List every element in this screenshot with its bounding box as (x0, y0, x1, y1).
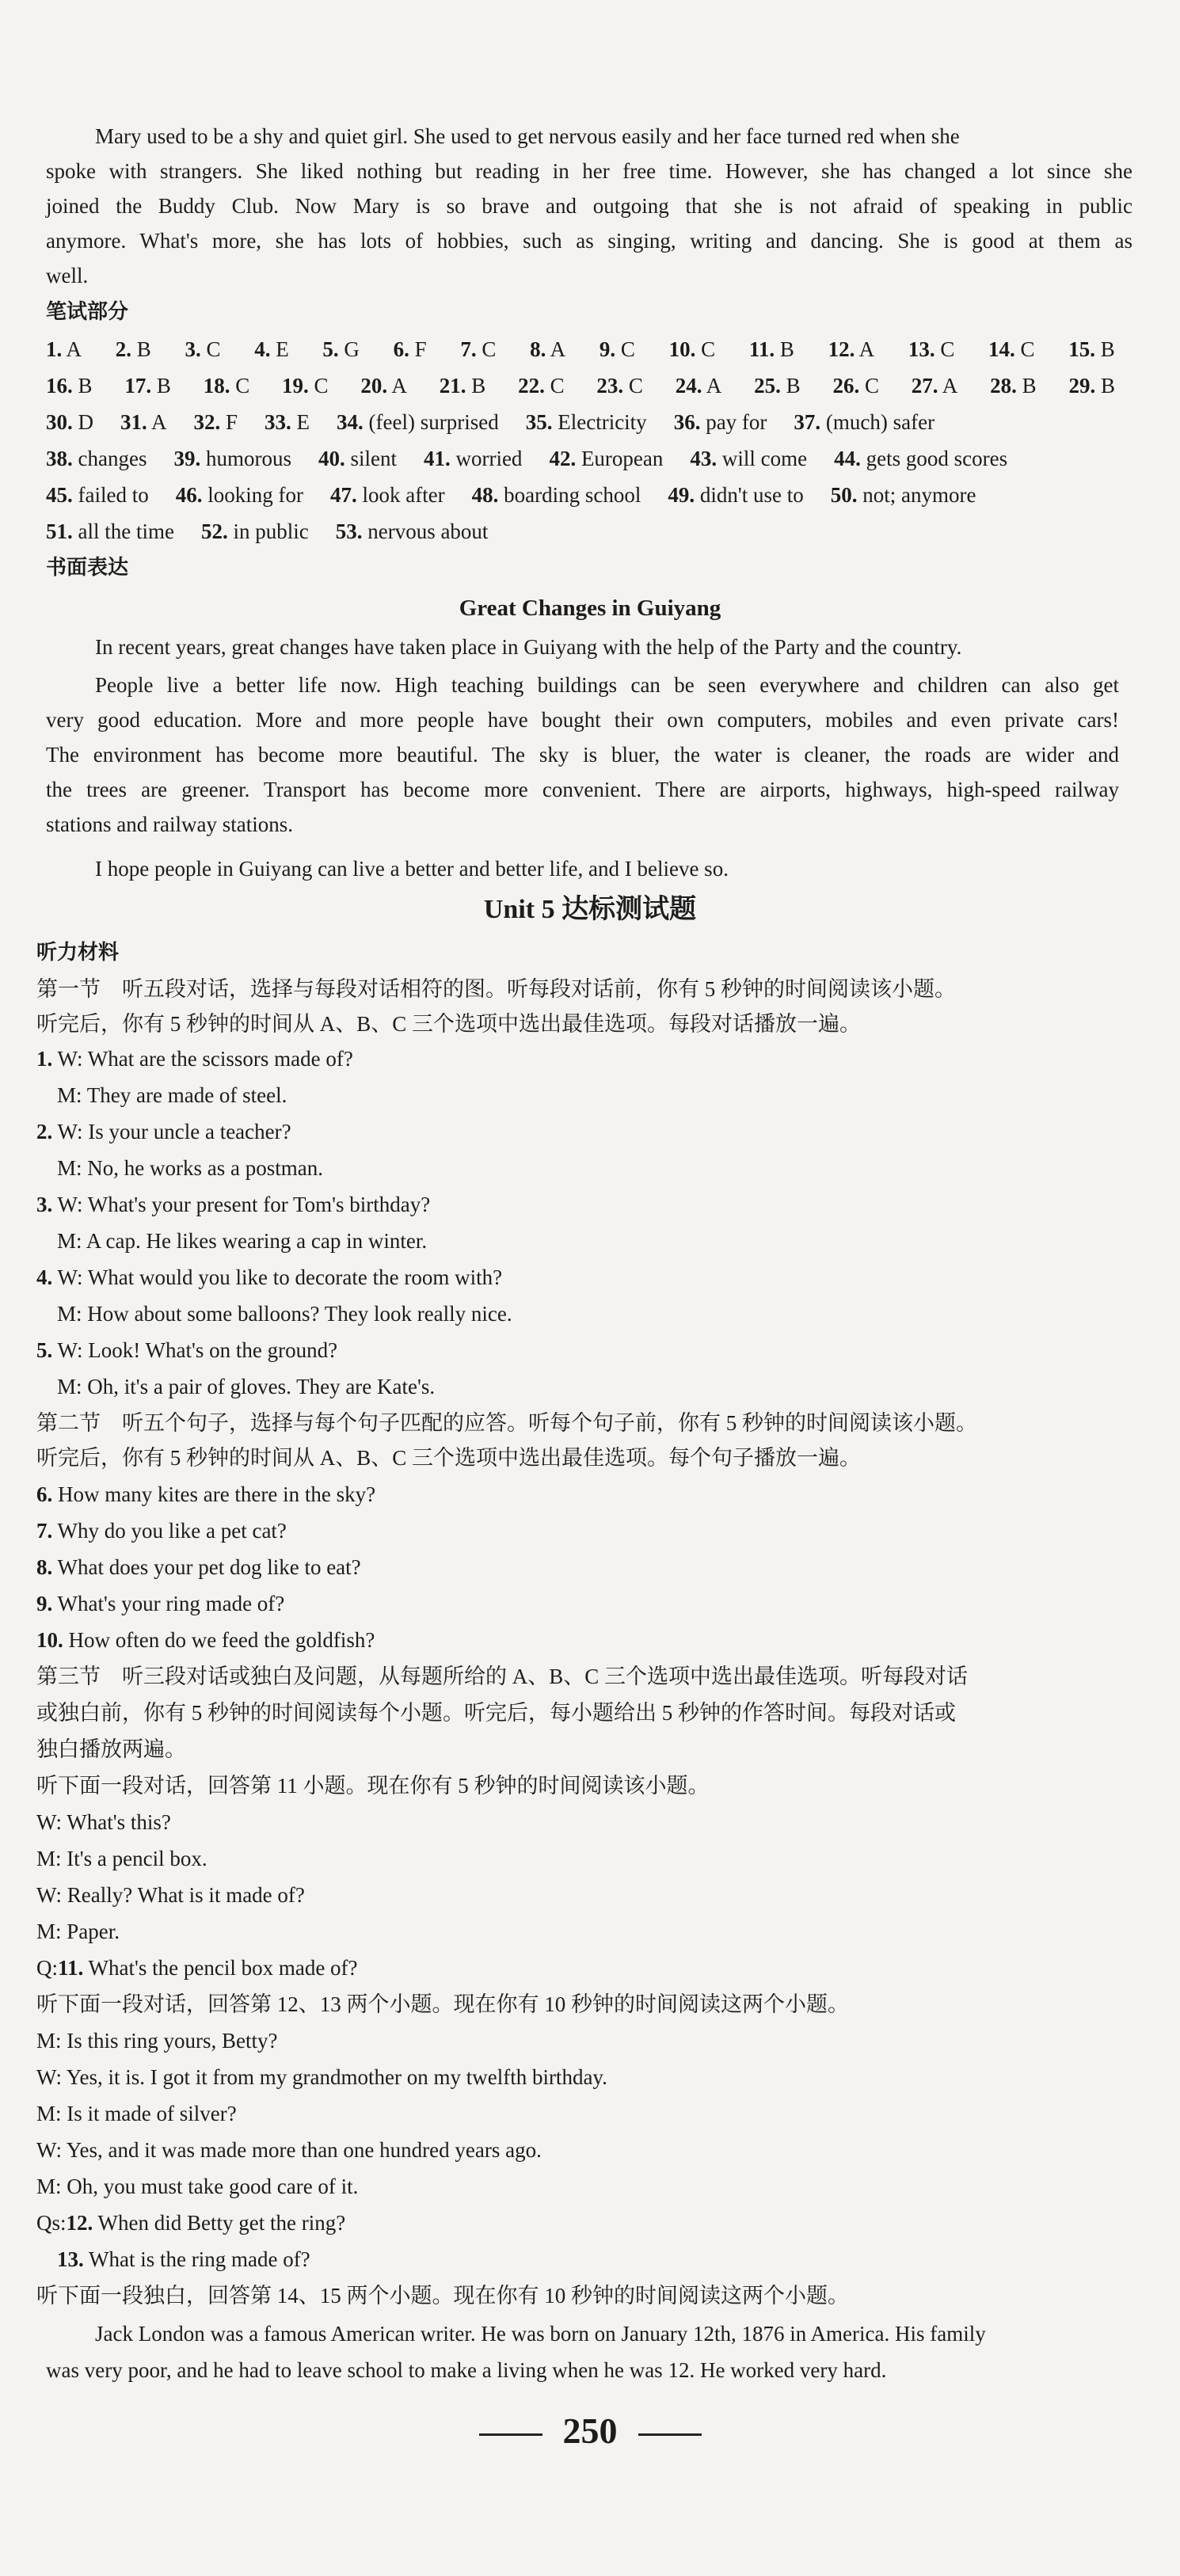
question-number: 8. (36, 1555, 53, 1579)
question-text: When did Betty get the ring? (97, 2211, 346, 2235)
answer-value: European (580, 447, 664, 470)
essay-line: People live a better life now. High teaching buildings can be seen everywhere and children can also get (95, 673, 1119, 697)
instruction-line: 第二节 听五个句子，选择与每个句子匹配的应答。听每个句子前，你有 5 秒钟的时间阅读该小题。 (36, 1411, 977, 1435)
question-number: 10. (36, 1628, 63, 1652)
answer-item (173, 445, 291, 472)
sentence-line (36, 1590, 284, 1617)
answer-value: F (414, 337, 427, 361)
question-number: 13. (57, 2247, 84, 2271)
dialogue-line: M: No, he works as a postman. (57, 1156, 323, 1180)
answer-value: C (701, 337, 716, 361)
answer-item (834, 445, 1007, 472)
answer-number: 37. (794, 410, 821, 434)
answer-value: A (66, 337, 82, 361)
answer-value: C (620, 337, 635, 361)
answer-item (185, 336, 220, 363)
answer-row (46, 445, 1115, 472)
dialogue-line: M: Paper. (36, 1920, 120, 1943)
dialogue-line: M: Is it made of silver? (36, 2102, 237, 2125)
answer-value: A (151, 410, 167, 434)
question-prefix: Q: (36, 1956, 58, 1980)
dialogue-line (36, 1337, 337, 1364)
question-line (36, 2209, 345, 2236)
answer-item (440, 372, 486, 399)
answer-number: 27. (911, 374, 938, 398)
answer-item (46, 518, 174, 545)
dialogue-line: W: What's this? (36, 1810, 171, 1834)
answer-item (990, 372, 1037, 399)
answer-value: A (858, 337, 875, 361)
passage-line: Mary used to be a shy and quiet girl. She used to get nervous easily and her face turned red when she (95, 124, 960, 148)
answer-item (530, 336, 565, 363)
answer-value: look after (362, 483, 445, 507)
sentence-line (36, 1627, 375, 1653)
answer-number: 52. (200, 519, 228, 543)
instruction-line: 听下面一段对话，回答第 12、13 两个小题。现在你有 10 秒钟的时间阅读这两个小题。 (36, 1992, 849, 2016)
answer-item (194, 409, 238, 436)
answer-value: B (78, 374, 93, 398)
answer-item (596, 372, 643, 399)
answer-item (676, 372, 722, 399)
dialogue-line (36, 1045, 353, 1072)
answer-value: D (78, 410, 93, 434)
answer-number: 50. (830, 483, 858, 507)
answer-item (749, 336, 794, 363)
dialogue-line: W: Yes, and it was made more than one hundred years ago. (36, 2138, 542, 2162)
dialogue-line: M: They are made of steel. (57, 1083, 287, 1107)
answer-item (46, 445, 147, 472)
answer-row (46, 372, 1115, 399)
answer-number: 53. (335, 519, 363, 543)
answer-number: 20. (360, 374, 388, 398)
answer-value: C (940, 337, 955, 361)
answer-item (46, 336, 82, 363)
sentence-line (36, 1554, 361, 1581)
answer-number: 26. (832, 374, 860, 398)
dialogue-line: M: Oh, it's a pair of gloves. They are Kate's. (57, 1375, 436, 1398)
answer-value: humorous (205, 447, 291, 470)
answer-number: 44. (834, 447, 861, 470)
answer-item (116, 336, 151, 363)
answer-number: 21. (439, 374, 466, 398)
question-line (36, 1954, 358, 1981)
answer-number: 29. (1068, 374, 1096, 398)
answer-number: 11. (748, 337, 775, 361)
dialogue-line: M: Oh, you must take good care of it. (36, 2175, 359, 2198)
answer-value: looking for (207, 483, 303, 507)
answer-value: will come (721, 447, 808, 470)
answer-value: C (628, 374, 643, 398)
sentence-text: How many kites are there in the sky? (58, 1482, 376, 1506)
answer-number: 42. (549, 447, 577, 470)
question-number: 9. (36, 1592, 53, 1615)
sentence-text: Why do you like a pet cat? (57, 1519, 287, 1543)
essay-line: The environment has become more beautiful. The sky is bluer, the water is cleaner, the roads are wider and (46, 743, 1119, 767)
answer-item (549, 445, 663, 472)
instruction-line: 听完后，你有 5 秒钟的时间从 A、B、C 三个选项中选出最佳选项。每段对话播放一遍。 (36, 1012, 862, 1036)
instruction-line: 听下面一段独白，回答第 14、15 两个小题。现在你有 10 秒钟的时间阅读这两个小题。 (36, 2284, 849, 2308)
answer-item (988, 336, 1035, 363)
answer-number: 34. (337, 410, 364, 434)
answer-number: 49. (668, 483, 695, 507)
question-text: What's the pencil box made of? (88, 1956, 358, 1980)
answer-number: 32. (193, 410, 221, 434)
answer-value: A (942, 374, 958, 398)
answer-number: 30. (46, 410, 73, 434)
answer-number: 33. (265, 410, 291, 434)
sentence-line (36, 1481, 375, 1508)
section-heading: 书面表达 (46, 556, 129, 580)
answer-value: C (235, 374, 250, 398)
answer-item (674, 409, 767, 436)
answer-value: B (1100, 337, 1115, 361)
dash-right (638, 2433, 702, 2436)
answer-item (336, 518, 489, 545)
answer-item (668, 481, 803, 508)
answer-item (201, 518, 309, 545)
section-heading: 笔试部分 (46, 300, 129, 324)
answer-item (120, 409, 167, 436)
answer-value: B (1022, 374, 1037, 398)
answer-item (46, 372, 93, 399)
answer-item (600, 336, 635, 363)
answer-item (460, 336, 496, 363)
answer-value: B (786, 374, 801, 398)
answer-number: 28. (990, 374, 1017, 398)
answer-number: 7. (460, 337, 477, 361)
dialogue-text: W: What would you like to decorate the room with? (57, 1265, 503, 1289)
dialogue-line (36, 1191, 430, 1218)
answer-item (337, 409, 499, 436)
dialogue-line: W: Really? What is it made of? (36, 1883, 305, 1907)
answer-number: 1. (46, 337, 63, 361)
question-number: 5. (36, 1338, 53, 1362)
answer-value: (much) safer (825, 410, 935, 434)
passage-line: anymore. What's more, she has lots of hobbies, such as singing, writing and dancing. She is good at them as (46, 229, 1132, 253)
answer-item (912, 372, 958, 399)
instruction-line: 听完后，你有 5 秒钟的时间从 A、B、C 三个选项中选出最佳选项。每个句子播放一遍。 (36, 1446, 862, 1470)
answer-number: 9. (599, 337, 616, 361)
essay-line: In recent years, great changes have taken place in Guiyang with the help of the Party and the country. (95, 635, 962, 659)
question-prefix: Qs: (36, 2211, 67, 2235)
answer-value: A (706, 374, 722, 398)
answer-row (46, 481, 1115, 508)
page-number-text: 250 (562, 2410, 618, 2451)
answer-value: Electricity (558, 410, 647, 434)
answer-item (518, 372, 565, 399)
answer-value: nervous about (367, 519, 489, 543)
answer-number: 18. (203, 374, 230, 398)
monologue-line: was very poor, and he had to leave school to make a living when he was 12. He worked very hard. (46, 2358, 887, 2382)
answer-item (46, 481, 149, 508)
answer-number: 48. (471, 483, 499, 507)
answer-value: B (1100, 374, 1115, 398)
answer-value: worried (455, 447, 523, 470)
answer-item (46, 409, 93, 436)
page-number (0, 2411, 1180, 2451)
answer-item (282, 372, 329, 399)
question-number: 1. (36, 1047, 53, 1071)
instruction-line: 第三节 听三段对话或独白及问题，从每题所给的 A、B、C 三个选项中选出最佳选项。听每段对话 (36, 1665, 969, 1688)
answer-number: 4. (254, 337, 271, 361)
answer-item (908, 336, 955, 363)
dialogue-text: W: What's your present for Tom's birthday? (57, 1193, 431, 1216)
answer-item (318, 445, 397, 472)
answer-number: 10. (668, 337, 696, 361)
answer-number: 8. (530, 337, 546, 361)
answer-number: 2. (115, 337, 131, 361)
dialogue-line: W: Yes, it is. I got it from my grandmother on my twelfth birthday. (36, 2065, 607, 2089)
dialogue-line: M: A cap. He likes wearing a cap in winter. (57, 1229, 428, 1253)
answer-value: all the time (78, 519, 174, 543)
sentence-text: What's your ring made of? (57, 1592, 285, 1615)
answer-value: B (471, 374, 486, 398)
essay-line: I hope people in Guiyang can live a better and better life, and I believe so. (95, 857, 729, 881)
answer-value: C (206, 337, 221, 361)
answer-number: 41. (423, 447, 451, 470)
answer-item (424, 445, 522, 472)
dialogue-text: W: Is your uncle a teacher? (57, 1120, 291, 1143)
question-text: What is the ring made of? (89, 2247, 310, 2271)
dialogue-line: M: Is this ring yours, Betty? (36, 2029, 278, 2053)
answer-number: 3. (185, 337, 201, 361)
passage-line: joined the Buddy Club. Now Mary is so brave and outgoing that she is not afraid of speaking in public (46, 194, 1132, 218)
answer-number: 39. (173, 447, 201, 470)
answer-value: in public (233, 519, 309, 543)
answer-number: 35. (525, 410, 553, 434)
answer-item (394, 336, 427, 363)
answer-item (828, 336, 875, 363)
question-line (57, 2246, 310, 2273)
answer-value: not; anymore (862, 483, 976, 507)
sentence-text: How often do we feed the goldfish? (68, 1628, 375, 1652)
dialogue-text: W: Look! What's on the ground? (57, 1338, 338, 1362)
answer-value: changes (78, 447, 147, 470)
answer-value: G (344, 337, 360, 361)
answer-item (1068, 336, 1115, 363)
answer-value: A (550, 337, 566, 361)
dialogue-line: M: How about some balloons? They look really nice. (57, 1302, 512, 1326)
answer-number: 12. (828, 337, 855, 361)
essay-title: Great Changes in Guiyang (459, 595, 721, 621)
answer-item (322, 336, 360, 363)
unit-title: Unit 5 达标测试题 (483, 895, 697, 924)
passage-line: well. (46, 264, 89, 287)
answer-value: (feel) surprised (368, 410, 499, 434)
answer-item (690, 445, 807, 472)
answer-number: 24. (675, 374, 702, 398)
answer-value: silent (350, 447, 397, 470)
sentence-line (36, 1517, 287, 1544)
dialogue-line (36, 1264, 502, 1291)
answer-item (526, 409, 647, 436)
question-number: 2. (36, 1120, 53, 1143)
answer-number: 13. (908, 337, 935, 361)
answer-number: 51. (46, 519, 73, 543)
answer-number: 43. (690, 447, 718, 470)
answer-item (330, 481, 445, 508)
essay-line: the trees are greener. Transport has become more convenient. There are airports, highways, high-speed railway (46, 778, 1119, 801)
answer-number: 23. (596, 374, 624, 398)
answer-item (1068, 372, 1115, 399)
answer-row (46, 336, 1115, 363)
answer-value: failed to (78, 483, 149, 507)
answer-value: B (156, 374, 171, 398)
answer-item (204, 372, 250, 399)
essay-line: stations and railway stations. (46, 812, 293, 836)
essay-line: very good education. More and more people have bought their own computers, mobiles and even private cars! (46, 708, 1119, 732)
answer-value: E (276, 337, 289, 361)
instruction-line: 第一节 听五段对话，选择与每段对话相符的图。听每段对话前，你有 5 秒钟的时间阅读该小题。 (36, 977, 956, 1001)
answer-number: 36. (673, 410, 701, 434)
question-number: 4. (36, 1265, 53, 1289)
answer-number: 38. (46, 447, 73, 470)
answer-item (176, 481, 303, 508)
answer-item (265, 409, 310, 436)
answer-number: 17. (124, 374, 152, 398)
answer-item (794, 409, 934, 436)
answer-value: C (482, 337, 497, 361)
dash-left (479, 2433, 542, 2436)
question-number: 12. (66, 2211, 93, 2235)
answer-item (360, 372, 407, 399)
answer-value: B (779, 337, 794, 361)
answer-row (46, 409, 1115, 436)
answer-number: 40. (318, 447, 345, 470)
question-number: 11. (58, 1956, 84, 1980)
answer-number: 22. (518, 374, 545, 398)
answer-row (46, 518, 1115, 545)
answer-value: F (226, 410, 238, 434)
answer-item (832, 372, 879, 399)
dialogue-line: M: It's a pencil box. (36, 1847, 207, 1870)
answer-number: 46. (175, 483, 203, 507)
answer-item (831, 481, 976, 508)
monologue-line: Jack London was a famous American writer. He was born on January 12th, 1876 in America. His family (95, 2322, 986, 2346)
answer-value: C (1020, 337, 1035, 361)
sentence-text: What does your pet dog like to eat? (57, 1555, 361, 1579)
answer-number: 25. (754, 374, 781, 398)
answer-value: E (296, 410, 310, 434)
answer-value: boarding school (504, 483, 641, 507)
answer-item (754, 372, 801, 399)
instruction-line: 或独白前，你有 5 秒钟的时间阅读每个小题。听完后，每小题给出 5 秒钟的作答时间。每段对话或 (36, 1701, 956, 1725)
answer-value: gets good scores (866, 447, 1008, 470)
listening-heading: 听力材料 (36, 941, 120, 965)
answer-item (472, 481, 641, 508)
dialogue-line (36, 1118, 291, 1145)
answer-number: 31. (120, 410, 147, 434)
answer-value: A (391, 374, 407, 398)
question-number: 7. (36, 1519, 53, 1543)
answer-value: pay for (706, 410, 767, 434)
instruction-line: 独白播放两遍。 (36, 1737, 186, 1761)
question-number: 6. (36, 1482, 53, 1506)
answer-item (254, 336, 289, 363)
answer-item (669, 336, 716, 363)
answer-value: didn't use to (699, 483, 804, 507)
answer-number: 6. (393, 337, 409, 361)
answer-value: B (136, 337, 151, 361)
answer-number: 16. (46, 374, 73, 398)
dialogue-text: W: What are the scissors made of? (57, 1047, 353, 1071)
answer-number: 15. (1068, 337, 1096, 361)
answer-number: 5. (322, 337, 339, 361)
answer-item (124, 372, 171, 399)
answer-value: C (314, 374, 329, 398)
answer-value: C (550, 374, 565, 398)
question-number: 3. (36, 1193, 53, 1216)
answer-number: 47. (329, 483, 357, 507)
instruction-line: 听下面一段对话，回答第 11 小题。现在你有 5 秒钟的时间阅读该小题。 (36, 1774, 710, 1798)
answer-number: 14. (988, 337, 1015, 361)
answer-number: 19. (282, 374, 309, 398)
passage-line: spoke with strangers. She liked nothing but reading in her free time. However, she has changed a lot since she (46, 159, 1132, 183)
answer-value: C (864, 374, 879, 398)
answer-number: 45. (46, 483, 73, 507)
